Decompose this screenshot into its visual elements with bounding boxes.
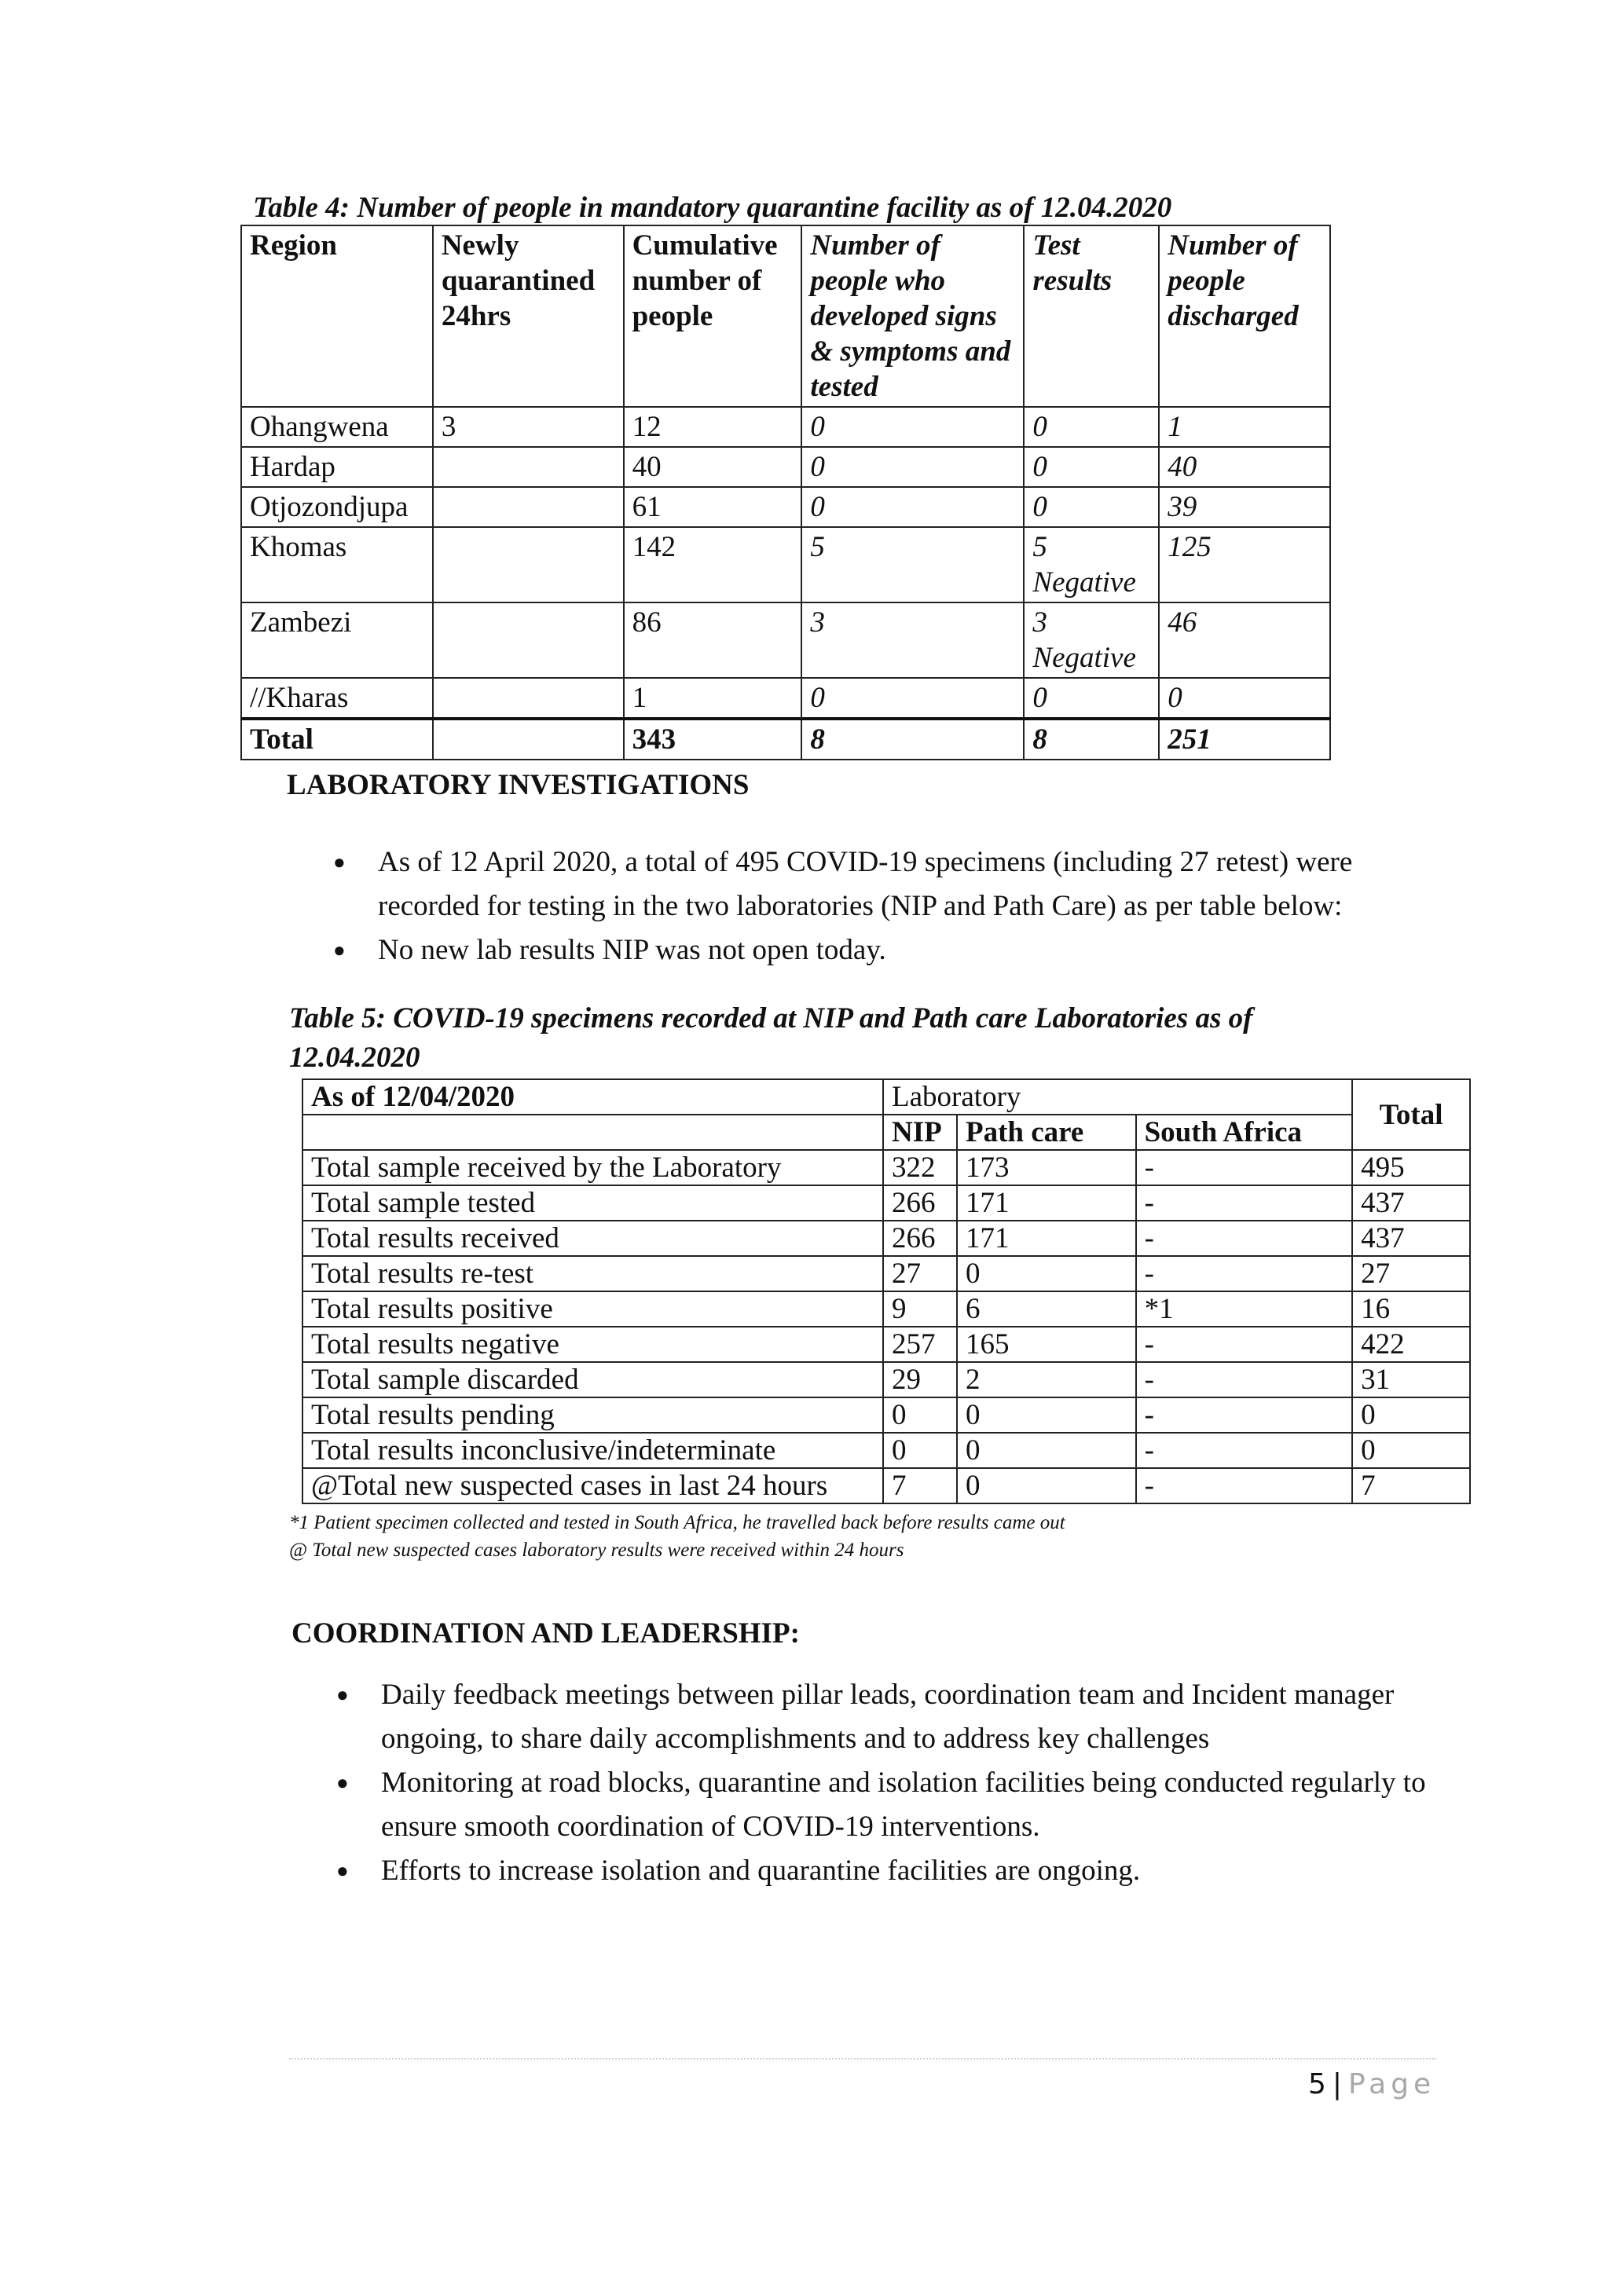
list-item bbox=[289, 928, 1428, 972]
table-row bbox=[241, 678, 1330, 719]
table-cell bbox=[433, 487, 624, 527]
table-cell: 171 bbox=[957, 1185, 1136, 1221]
list-item bbox=[292, 1673, 1439, 1761]
table-row bbox=[302, 1327, 1470, 1362]
table-cell: Total sample discarded bbox=[302, 1362, 883, 1397]
table-row bbox=[241, 407, 1330, 447]
bullet-icon: ● bbox=[336, 1771, 349, 1794]
table-cell: 437 bbox=[1352, 1185, 1470, 1221]
table-cell: 27 bbox=[1352, 1256, 1470, 1291]
table-cell: 0 bbox=[1352, 1397, 1470, 1433]
table-cell: 0 bbox=[1352, 1433, 1470, 1468]
list-item bbox=[292, 1849, 1439, 1893]
table-cell: Zambezi bbox=[241, 602, 433, 678]
table-cell: Total results inconclusive/indeterminate bbox=[302, 1433, 883, 1468]
table-cell: 29 bbox=[883, 1362, 957, 1397]
bullet-text: Daily feedback meetings between pillar leads, coordination team and Incident manager ongoing, to share daily accomplishments and to address key challenges bbox=[381, 1679, 1395, 1755]
table-cell: 0 bbox=[957, 1256, 1136, 1291]
footer-divider bbox=[289, 2058, 1436, 2060]
table-cell: Total sample received by the Laboratory bbox=[302, 1150, 883, 1185]
table-cell: - bbox=[1136, 1185, 1353, 1221]
table5-footnote: @ Total new suspected cases laboratory results were received within 24 hours bbox=[289, 1540, 904, 1561]
table-cell: 27 bbox=[883, 1256, 957, 1291]
table-cell bbox=[433, 719, 624, 760]
table-cell: 0 bbox=[801, 487, 1024, 527]
table-cell: 40 bbox=[624, 447, 802, 487]
table-row bbox=[302, 1291, 1470, 1327]
table-cell: - bbox=[1136, 1433, 1353, 1468]
table-cell: 0 bbox=[883, 1397, 957, 1433]
table4-header-cell: Cumulative number of people bbox=[624, 225, 802, 407]
table-cell: 2 bbox=[957, 1362, 1136, 1397]
bullet-text: No new lab results NIP was not open today. bbox=[378, 934, 886, 966]
table-cell: 46 bbox=[1159, 602, 1330, 678]
table-cell: 40 bbox=[1159, 447, 1330, 487]
table-cell: //Kharas bbox=[241, 678, 433, 719]
table-cell bbox=[433, 447, 624, 487]
table-cell bbox=[433, 678, 624, 719]
table-row bbox=[302, 1150, 1470, 1185]
table-cell: 7 bbox=[1352, 1468, 1470, 1503]
table-cell: 39 bbox=[1159, 487, 1330, 527]
table-cell: 3 bbox=[433, 407, 624, 447]
table-cell: 0 bbox=[1159, 678, 1330, 719]
table-cell: 8 bbox=[801, 719, 1024, 760]
table-cell: 142 bbox=[624, 527, 802, 602]
table-cell: 1 bbox=[624, 678, 802, 719]
list-item bbox=[292, 1761, 1439, 1849]
table-cell: 437 bbox=[1352, 1221, 1470, 1256]
table-cell: 6 bbox=[957, 1291, 1136, 1327]
table-cell: 31 bbox=[1352, 1362, 1470, 1397]
table5-header-row bbox=[302, 1079, 1470, 1115]
table-cell: Total bbox=[241, 719, 433, 760]
table-cell: Ohangwena bbox=[241, 407, 433, 447]
table-row bbox=[302, 1256, 1470, 1291]
coordination-bullet-list bbox=[292, 1673, 1439, 1893]
table-row bbox=[302, 1362, 1470, 1397]
table-cell bbox=[433, 602, 624, 678]
table-cell: Total results received bbox=[302, 1221, 883, 1256]
page-separator: | bbox=[1332, 2068, 1343, 2100]
table-row bbox=[241, 602, 1330, 678]
lab-heading: LABORATORY INVESTIGATIONS bbox=[287, 769, 750, 801]
table-cell: Total results re-test bbox=[302, 1256, 883, 1291]
page-footer bbox=[1308, 2068, 1435, 2100]
table-cell: 0 bbox=[801, 678, 1024, 719]
table-cell: 61 bbox=[624, 487, 802, 527]
table-cell: 0 bbox=[1024, 407, 1159, 447]
table-cell: 125 bbox=[1159, 527, 1330, 602]
table-cell: 3 Negative bbox=[1024, 602, 1159, 678]
table-cell: 343 bbox=[624, 719, 802, 760]
table-cell: 422 bbox=[1352, 1327, 1470, 1362]
page-number: 5 bbox=[1308, 2068, 1326, 2100]
table-cell: 251 bbox=[1159, 719, 1330, 760]
table-row bbox=[302, 1468, 1470, 1503]
table-cell: 7 bbox=[883, 1468, 957, 1503]
table-cell: 0 bbox=[801, 407, 1024, 447]
table-cell: 0 bbox=[801, 447, 1024, 487]
table-cell: Total sample tested bbox=[302, 1185, 883, 1221]
table-cell: 266 bbox=[883, 1221, 957, 1256]
table-cell: 266 bbox=[883, 1185, 957, 1221]
table-cell: *1 bbox=[1136, 1291, 1353, 1327]
table-cell bbox=[433, 527, 624, 602]
table-row bbox=[302, 1397, 1470, 1433]
table-cell: 171 bbox=[957, 1221, 1136, 1256]
coordination-heading: COORDINATION AND LEADERSHIP: bbox=[291, 1617, 800, 1650]
bullet-text: Efforts to increase isolation and quarantine facilities are ongoing. bbox=[381, 1855, 1141, 1887]
bullet-icon: ● bbox=[333, 851, 346, 873]
table-cell: 165 bbox=[957, 1327, 1136, 1362]
page-label: Page bbox=[1348, 2068, 1436, 2100]
table-row bbox=[302, 1221, 1470, 1256]
table-cell: 3 bbox=[801, 602, 1024, 678]
table-cell: - bbox=[1136, 1468, 1353, 1503]
table4-header-cell: Test results bbox=[1024, 225, 1159, 407]
table-cell: 1 bbox=[1159, 407, 1330, 447]
list-item bbox=[289, 840, 1428, 928]
bullet-icon: ● bbox=[336, 1859, 349, 1882]
table-cell: - bbox=[1136, 1362, 1353, 1397]
table-cell: 257 bbox=[883, 1327, 957, 1362]
table-cell: 9 bbox=[883, 1291, 957, 1327]
table-cell: 12 bbox=[624, 407, 802, 447]
table4-header-cell: Newly quarantined 24hrs bbox=[433, 225, 624, 407]
table5-caption: Table 5: COVID-19 specimens recorded at NIP and Path care Laboratories as of 12.04.2020 bbox=[289, 1002, 1253, 1074]
table4-quarantine bbox=[240, 225, 1331, 760]
lab-bullet-list bbox=[289, 840, 1428, 972]
bullet-text: Monitoring at road blocks, quarantine and isolation facilities being conducted regularly to ensure smooth coordination of COVID-19 interventions. bbox=[381, 1767, 1426, 1843]
table-row bbox=[302, 1185, 1470, 1221]
table-cell: Total results pending bbox=[302, 1397, 883, 1433]
table-cell bbox=[302, 1115, 883, 1150]
table-row bbox=[241, 527, 1330, 602]
table5-footnote: *1 Patient specimen collected and tested in South Africa, he travelled back before results came out bbox=[289, 1512, 1065, 1533]
bullet-text: As of 12 April 2020, a total of 495 COVID-19 specimens (including 27 retest) were recorded for testing in the two laboratories (NIP and Path Care) as per table below: bbox=[378, 846, 1353, 922]
table-cell: 0 bbox=[957, 1433, 1136, 1468]
table-cell: Total results negative bbox=[302, 1327, 883, 1362]
bullet-icon: ● bbox=[333, 939, 346, 961]
table-cell: Hardap bbox=[241, 447, 433, 487]
total-header: Total bbox=[1352, 1079, 1470, 1150]
bullet-icon: ● bbox=[336, 1683, 349, 1706]
table-row bbox=[241, 447, 1330, 487]
table-cell: 8 bbox=[1024, 719, 1159, 760]
table4-caption: Table 4: Number of people in mandatory quarantine facility as of 12.04.2020 bbox=[253, 192, 1172, 224]
table-cell: 0 bbox=[883, 1433, 957, 1468]
table-cell: 86 bbox=[624, 602, 802, 678]
table-cell: 16 bbox=[1352, 1291, 1470, 1327]
path-care-header: Path care bbox=[957, 1115, 1136, 1150]
table-cell: Total results positive bbox=[302, 1291, 883, 1327]
table-row bbox=[302, 1433, 1470, 1468]
table-cell: 5 Negative bbox=[1024, 527, 1159, 602]
table-cell: 0 bbox=[1024, 487, 1159, 527]
table-cell: - bbox=[1136, 1221, 1353, 1256]
nip-header: NIP bbox=[883, 1115, 957, 1150]
table-cell: 0 bbox=[957, 1468, 1136, 1503]
table-cell: - bbox=[1136, 1397, 1353, 1433]
table-cell: 0 bbox=[1024, 447, 1159, 487]
table-cell: Otjozondjupa bbox=[241, 487, 433, 527]
table5-corner-cell: As of 12/04/2020 bbox=[302, 1079, 883, 1115]
table-cell: 5 bbox=[801, 527, 1024, 602]
table4-header-row bbox=[241, 225, 1330, 407]
table-cell: - bbox=[1136, 1150, 1353, 1185]
table-row bbox=[241, 487, 1330, 527]
table-cell: - bbox=[1136, 1256, 1353, 1291]
table4-header-cell: Region bbox=[241, 225, 433, 407]
table4-header-cell: Number of people discharged bbox=[1159, 225, 1330, 407]
table4-header-cell: Number of people who developed signs & symptoms and tested bbox=[801, 225, 1024, 407]
table-cell: 322 bbox=[883, 1150, 957, 1185]
table-cell: 0 bbox=[957, 1397, 1136, 1433]
table-cell: 0 bbox=[1024, 678, 1159, 719]
table5-subheader-row bbox=[302, 1115, 1470, 1150]
table-cell: @Total new suspected cases in last 24 hours bbox=[302, 1468, 883, 1503]
laboratory-header: Laboratory bbox=[883, 1079, 1352, 1115]
table-cell: Khomas bbox=[241, 527, 433, 602]
table-cell: 495 bbox=[1352, 1150, 1470, 1185]
table-cell: 173 bbox=[957, 1150, 1136, 1185]
table-cell: - bbox=[1136, 1327, 1353, 1362]
south-africa-header: South Africa bbox=[1136, 1115, 1353, 1150]
table5-specimens bbox=[302, 1078, 1471, 1504]
table4-total-row bbox=[241, 719, 1330, 760]
